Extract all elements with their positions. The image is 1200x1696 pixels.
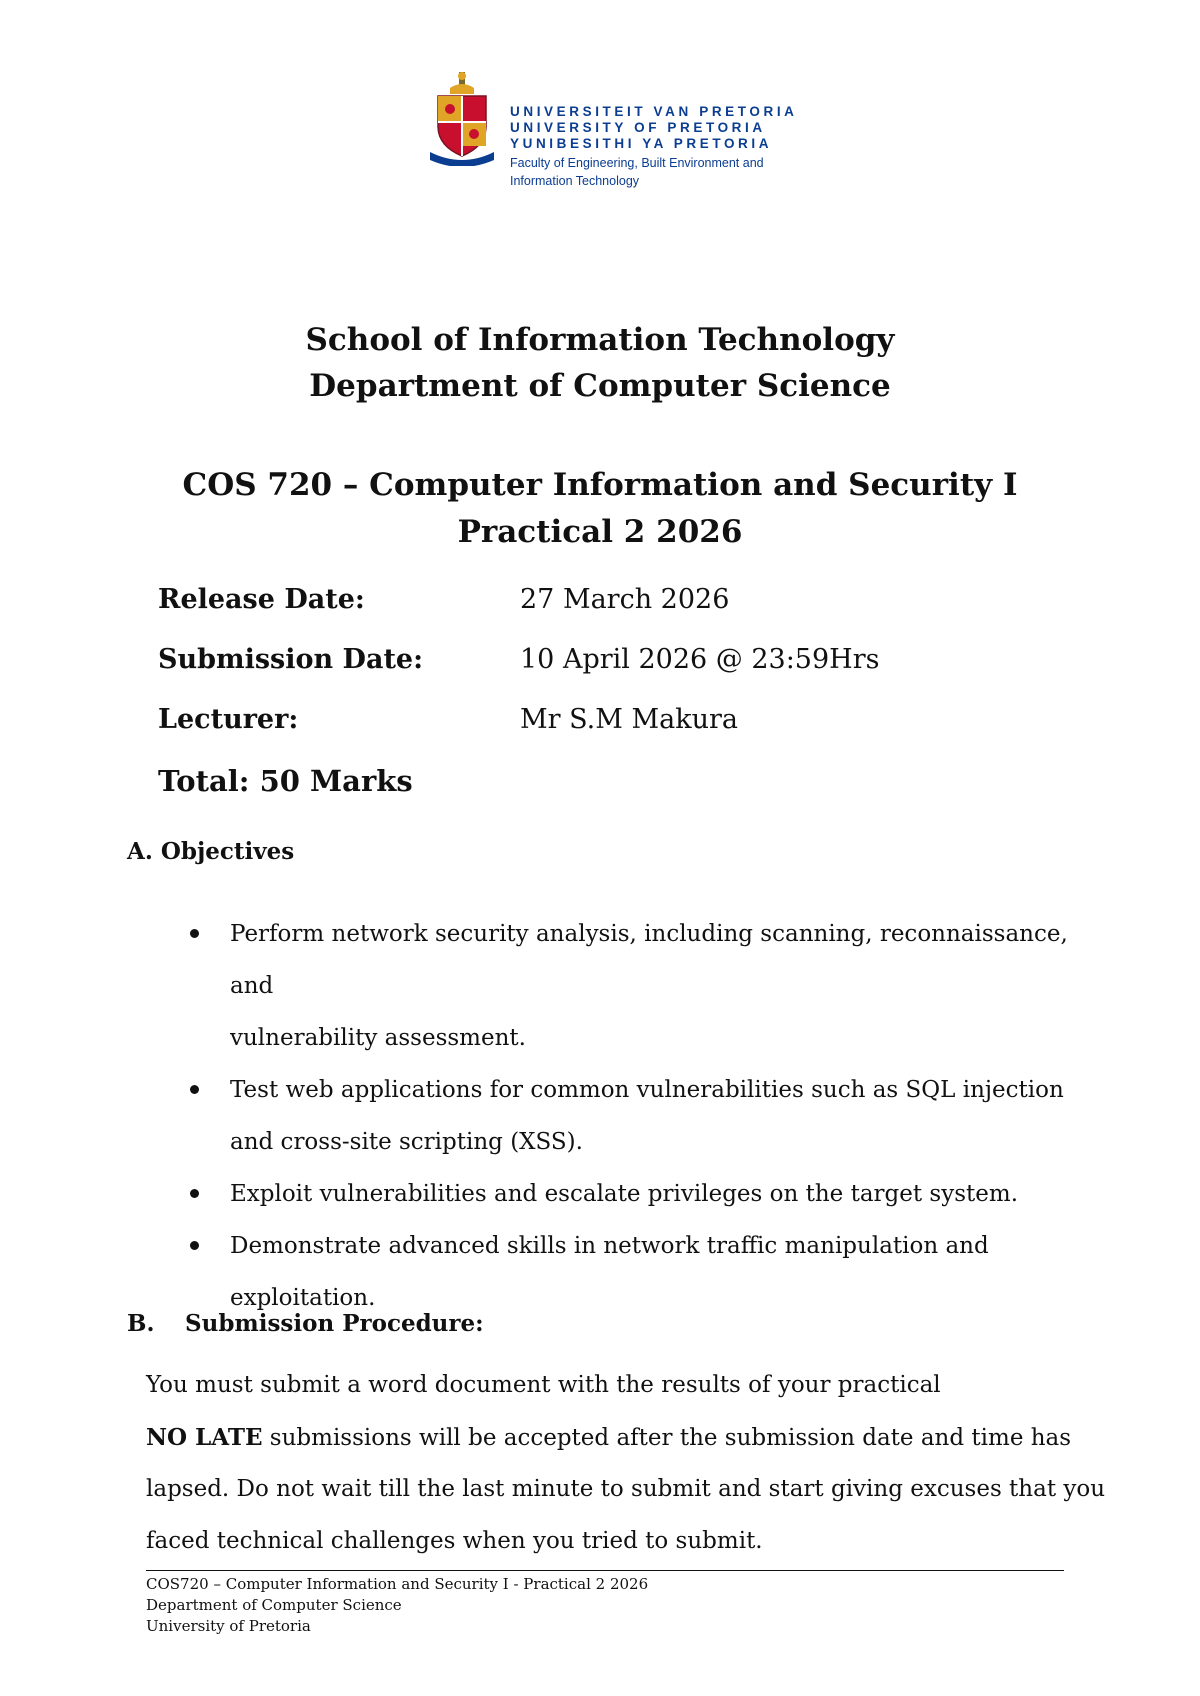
objective-line: and cross-site scripting (XSS).	[230, 1129, 583, 1155]
school-title: School of Information Technology	[305, 322, 895, 358]
objective-line: Test web applications for common vulnerabilities such as SQL injection	[230, 1077, 1064, 1103]
department-title: Department of Computer Science	[309, 368, 891, 404]
university-name-block	[510, 104, 798, 188]
footer-course-line: COS720 – Computer Information and Security I - Practical 2 2026	[146, 1575, 649, 1593]
page-footer	[146, 1574, 648, 1637]
total-marks: Total: 50 Marks	[158, 764, 413, 798]
university-crest-icon	[430, 70, 494, 166]
objective-item	[190, 1168, 1070, 1220]
submission-paragraph-line: You must submit a word document with the results of your practical	[146, 1372, 941, 1398]
footer-divider	[146, 1570, 1064, 1571]
submission-paragraph-line: lapsed. Do not wait till the last minute to submit and start giving excuses that you	[146, 1476, 1106, 1502]
footer-university-line: University of Pretoria	[146, 1617, 311, 1635]
bullet-icon	[190, 929, 199, 938]
late-policy-line	[146, 1424, 1072, 1451]
university-logo	[430, 70, 798, 190]
submission-heading-text: Submission Procedure:	[185, 1310, 484, 1337]
late-policy-text: submissions will be accepted after the submission date and time has	[262, 1425, 1072, 1451]
objective-item	[190, 908, 1070, 1064]
objective-line: exploitation.	[230, 1285, 376, 1311]
submission-heading	[127, 1310, 484, 1337]
no-late-emphasis: NO LATE	[146, 1424, 263, 1451]
objective-line: Perform network security analysis, including scanning, reconnaissance, and	[230, 921, 1068, 999]
faculty-name-line1: Faculty of Engineering, Built Environment and	[510, 156, 764, 170]
university-name-sepedi: YUNIBESITHI YA PRETORIA	[510, 136, 773, 151]
submission-date-value: 10 April 2026 @ 23:59Hrs	[520, 644, 880, 675]
objective-line: Exploit vulnerabilities and escalate privileges on the target system.	[230, 1181, 1019, 1207]
release-date-label: Release Date:	[158, 584, 365, 615]
university-name-afrikaans: UNIVERSITEIT VAN PRETORIA	[510, 104, 798, 119]
university-name-english: UNIVERSITY OF PRETORIA	[510, 120, 766, 135]
bullet-icon	[190, 1085, 199, 1094]
faculty-name-line2: Information Technology	[510, 174, 640, 188]
bullet-icon	[190, 1189, 199, 1198]
footer-department-line: Department of Computer Science	[146, 1596, 402, 1614]
section-number: B.	[127, 1310, 155, 1337]
submission-date-label: Submission Date:	[158, 644, 424, 675]
lecturer-label: Lecturer:	[158, 704, 299, 735]
lecturer-value: Mr S.M Makura	[520, 704, 738, 735]
objective-line: Demonstrate advanced skills in network traffic manipulation and	[230, 1233, 989, 1259]
objective-item	[190, 1220, 1070, 1324]
objective-line: vulnerability assessment.	[230, 1025, 526, 1051]
release-date-value: 27 March 2026	[520, 584, 730, 615]
objectives-heading: A. Objectives	[127, 838, 295, 865]
objectives-list	[190, 908, 1070, 1324]
objective-item	[190, 1064, 1070, 1168]
course-title: COS 720 – Computer Information and Security I	[182, 467, 1018, 503]
practical-title: Practical 2 2026	[457, 514, 743, 550]
bullet-icon	[190, 1241, 199, 1250]
submission-paragraph-line: faced technical challenges when you tried to submit.	[146, 1528, 763, 1554]
